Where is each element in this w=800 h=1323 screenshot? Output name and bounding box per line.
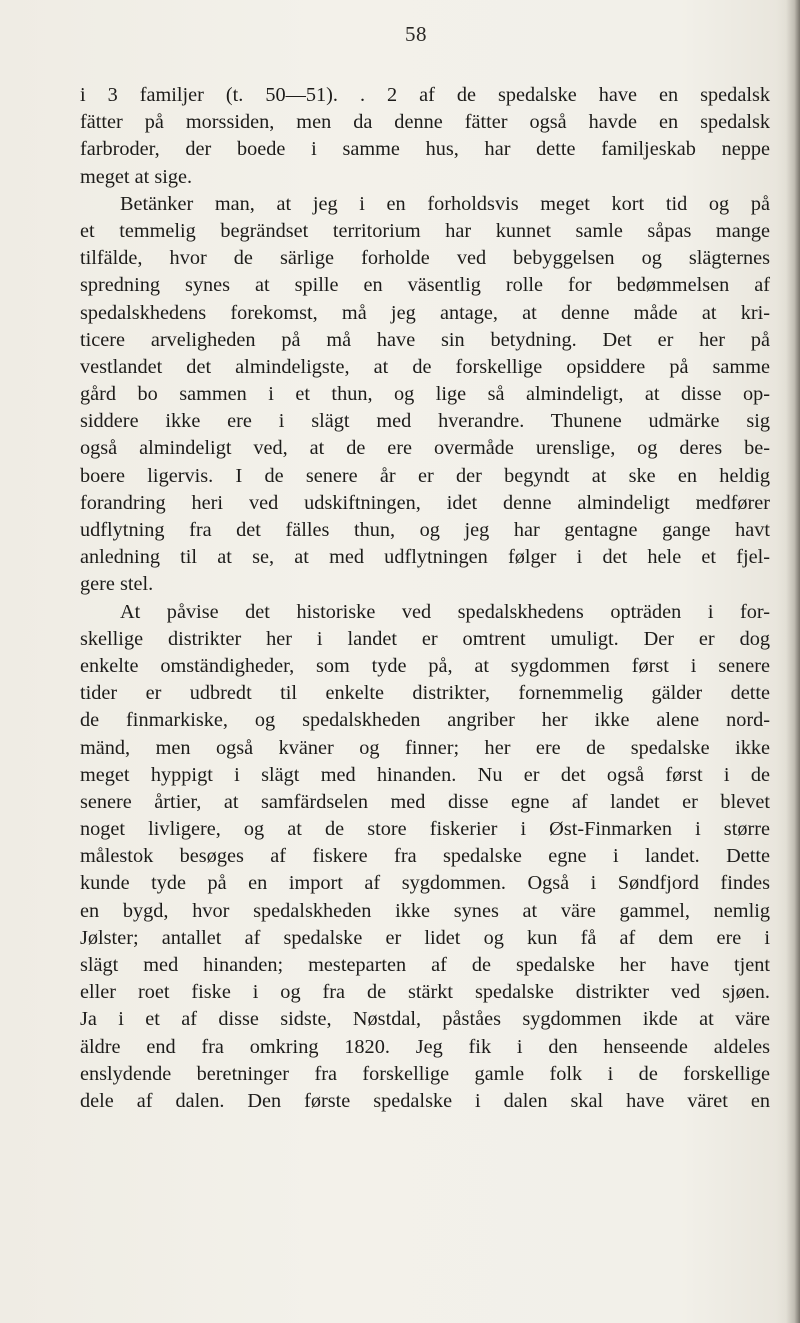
text-line: også almindeligt ved, at de ere overmåde urenslige, og deres be-: [80, 437, 770, 460]
text-line: meget at sige.: [80, 165, 193, 188]
page-number: 58: [405, 22, 427, 46]
text-line: vestlandet det almindeligste, at de forskellige opsiddere på samme: [80, 355, 770, 378]
text-line: forandring heri ved udskiftningen, idet denne almindeligt medfører: [80, 491, 770, 514]
text-line: anledning til at se, at med udflytningen følger i det hele et fjel-: [80, 546, 770, 569]
text-line: tider er udbredt til enkelte distrikter, fornemmelig gälder dette: [80, 682, 770, 705]
text-line: noget livligere, og at de store fiskerier i Øst-Finmarken i større: [80, 818, 770, 841]
text-line: skellige distrikter her i landet er omtrent umuligt. Der er dog: [80, 627, 770, 650]
text-line: enkelte omständigheder, som tyde på, at sygdommen først i senere: [80, 654, 770, 677]
page-edge-shadow: [786, 0, 800, 1323]
text-line: äldre end fra omkring 1820. Jeg fik i den henseende aldeles: [80, 1035, 770, 1058]
text-line: et temmelig begrändset territorium har kunnet samle såpas mange: [80, 219, 770, 242]
text-line: gård bo sammen i et thun, og lige så almindeligt, at disse op-: [80, 383, 770, 406]
text-line: tilfälde, hvor de särlige forholde ved bebyggelsen og slägternes: [80, 247, 770, 270]
text-line: mänd, men også kväner og finner; her ere de spedalske ikke: [80, 736, 770, 759]
text-line: de finmarkiske, og spedalskheden angriber her ikke alene nord-: [80, 709, 770, 732]
text-line: Betänker man, at jeg i en forholdsvis meget kort tid og på: [120, 192, 770, 215]
text-line: siddere ikke ere i slägt med hverandre. Thunene udmärke sig: [80, 410, 770, 433]
text-line: Ja i et af disse sidste, Nøstdal, påståes sygdommen ikde at väre: [80, 1008, 770, 1031]
text-line: meget hyppigt i slägt med hinanden. Nu er det også først i de: [80, 763, 770, 786]
text-line: ticere arveligheden på må have sin betydning. Det er her på: [80, 328, 770, 351]
text-line: slägt med hinanden; mesteparten af de spedalske her have tjent: [80, 954, 770, 976]
text-line: udflytning fra det fälles thun, og jeg har gentagne gange havt: [80, 519, 770, 541]
text-line: spredning synes at spille en väsentlig rolle for bedømmelsen af: [80, 274, 770, 297]
text-line: spedalskhedens forekomst, må jeg antage, at denne måde at kri-: [80, 301, 770, 324]
text-line: senere årtier, at samfärdselen med disse egne af landet er blevet: [80, 790, 770, 813]
text-line: At påvise det historiske ved spedalskhedens opträden i for-: [120, 600, 770, 623]
text-line: Jølster; antallet af spedalske er lidet og kun få af dem ere i: [80, 926, 770, 949]
text-line: farbroder, der boede i samme hus, har dette familjeskab neppe: [80, 138, 770, 161]
text-line: en bygd, hvor spedalskheden ikke synes at väre gammel, nemlig: [80, 899, 770, 922]
text-line: dele af dalen. Den første spedalske i dalen skal have väret en: [80, 1089, 770, 1112]
text-line: i 3 familjer (t. 50—51). . 2 af de spedalske have en spedalsk: [80, 84, 770, 106]
text-line: målestok besøges af fiskere fra spedalske egne i landet. Dette: [80, 845, 770, 868]
body-text: [80, 82, 770, 1115]
text-line: enslydende beretninger fra forskellige gamle folk i de forskellige: [80, 1062, 770, 1085]
text-line: kunde tyde på en import af sygdommen. Også i Søndfjord findes: [80, 872, 770, 895]
text-line: fätter på morssiden, men da denne fätter også havde en spedalsk: [80, 111, 770, 134]
text-line: eller roet fiske i og fra de stärkt spedalske distrikter ved sjøen.: [80, 981, 770, 1004]
text-line: boere ligervis. I de senere år er der begyndt at ske en heldig: [80, 464, 770, 487]
text-line: gere stel.: [80, 573, 154, 596]
